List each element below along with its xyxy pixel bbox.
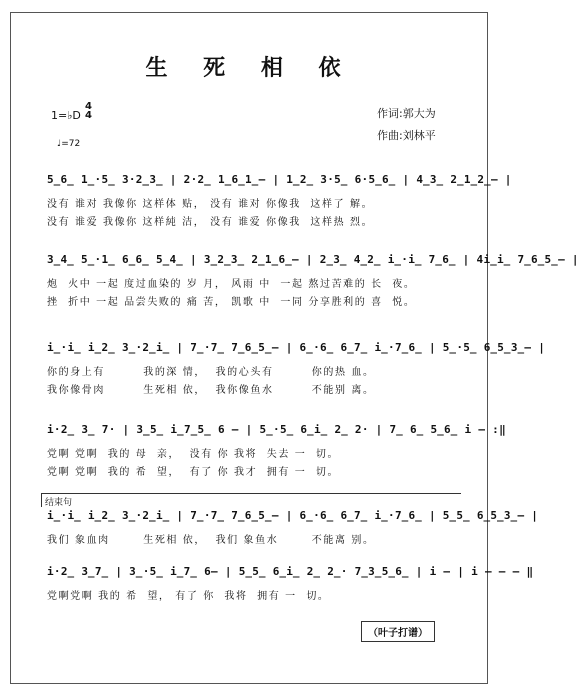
ending-bracket-line: [41, 493, 461, 494]
time-signature-top: 4: [85, 101, 92, 112]
score-sheet: [10, 12, 579, 684]
notation-line-5: i̲·i̲ i̲2̲ 3̲·2̲i̲ | 7̲·7̲ 7̲6̲5̲– | 6̲·6̲ 6̲7̲ i̲·7̲6̲ | 5̲5̲ 6̲5̲3̲– |: [47, 509, 539, 522]
lyric-line-5: 我们 象血肉 生死相 依， 我们 象鱼水 不能离 别。: [47, 535, 375, 546]
time-signature-bottom: 4: [85, 110, 92, 121]
lyric-line-4a: 党啊 党啊 我的 母 亲， 没有 你 我将 失去 一 切。: [47, 449, 340, 460]
lyric-line-1a: 没有 谁对 我像你 这样体 贴， 没有 谁对 你像我 这样了 解。: [47, 199, 374, 210]
lyricist-credit: 作词:郭大为: [377, 107, 436, 120]
composer-credit: 作曲:刘林平: [377, 129, 436, 142]
notation-line-6: i·2̲ 3̲7̲ | 3̲·5̲ i̲7̲ 6– | 5̲5̲ 6̲i̲ 2̲ 2̲· 7̲3̲5̲6̲ | i – | i – – – ‖: [47, 565, 534, 578]
ending-bracket-tick: [41, 493, 42, 507]
lyric-line-4b: 党啊 党啊 我的 希 望， 有了 你 我才 拥有 一 切。: [47, 467, 340, 478]
lyric-line-3b: 我你像骨肉 生死相 依， 我你像鱼水 不能别 离。: [47, 385, 375, 396]
tempo-marking: ♩=72: [57, 139, 81, 149]
lyric-line-2b: 挫 折中 一起 品尝失败的 痛 苦， 凯歌 中 一同 分享胜利的 喜 悦。: [47, 297, 416, 308]
notation-line-1: 5̲6̲ 1̲·5̲ 3·2̲3̲ | 2·2̲ 1̲6̲1̲– | 1̲2̲ 3·5̲ 6·5̲6̲ | 4̲3̲ 2̲1̲2̲– |: [47, 173, 512, 186]
lyric-line-3a: 你的身上有 我的深 情， 我的心头有 你的热 血。: [47, 367, 375, 378]
lyric-line-6: 党啊党啊 我的 希 望， 有了 你 我将 拥有 一 切。: [47, 591, 330, 602]
notation-line-2: 3̲4̲ 5̲·1̲ 6̲6̲ 5̲4̲ | 3̲2̲3̲ 2̲1̲6̲– | 2̲3̲ 4̲2̲ i̲·i̲ 7̲6̲ | 4i̲i̲ 7̲6̲5̲– |: [47, 253, 579, 266]
notation-line-3: i̲·i̲ i̲2̲ 3̲·2̲i̲ | 7̲·7̲ 7̲6̲5̲– | 6̲·6̲ 6̲7̲ i̲·7̲6̲ | 5̲·5̲ 6̲5̲3̲– |: [47, 341, 546, 354]
lyric-line-2a: 炮 火中 一起 度过血染的 岁 月， 风雨 中 一起 熬过苦难的 长 夜。: [47, 279, 416, 290]
transcriber-credit: （叶子打谱）: [361, 621, 435, 642]
notation-line-4: i·2̲ 3̲ 7· | 3̲5̲ i̲7̲5̲ 6 – | 5̲·5̲ 6̲i̲ 2̲ 2· | 7̲ 6̲ 5̲6̲ i – :‖: [47, 423, 507, 436]
time-signature: [85, 102, 92, 120]
key-signature: 1=♭D: [51, 109, 81, 122]
song-title: 生 死 相 依: [145, 55, 355, 81]
lyric-line-1b: 没有 谁爱 我像你 这样純 洁， 没有 谁爱 你像我 这样热 烈。: [47, 217, 374, 228]
ending-label: 结束句: [45, 498, 73, 508]
